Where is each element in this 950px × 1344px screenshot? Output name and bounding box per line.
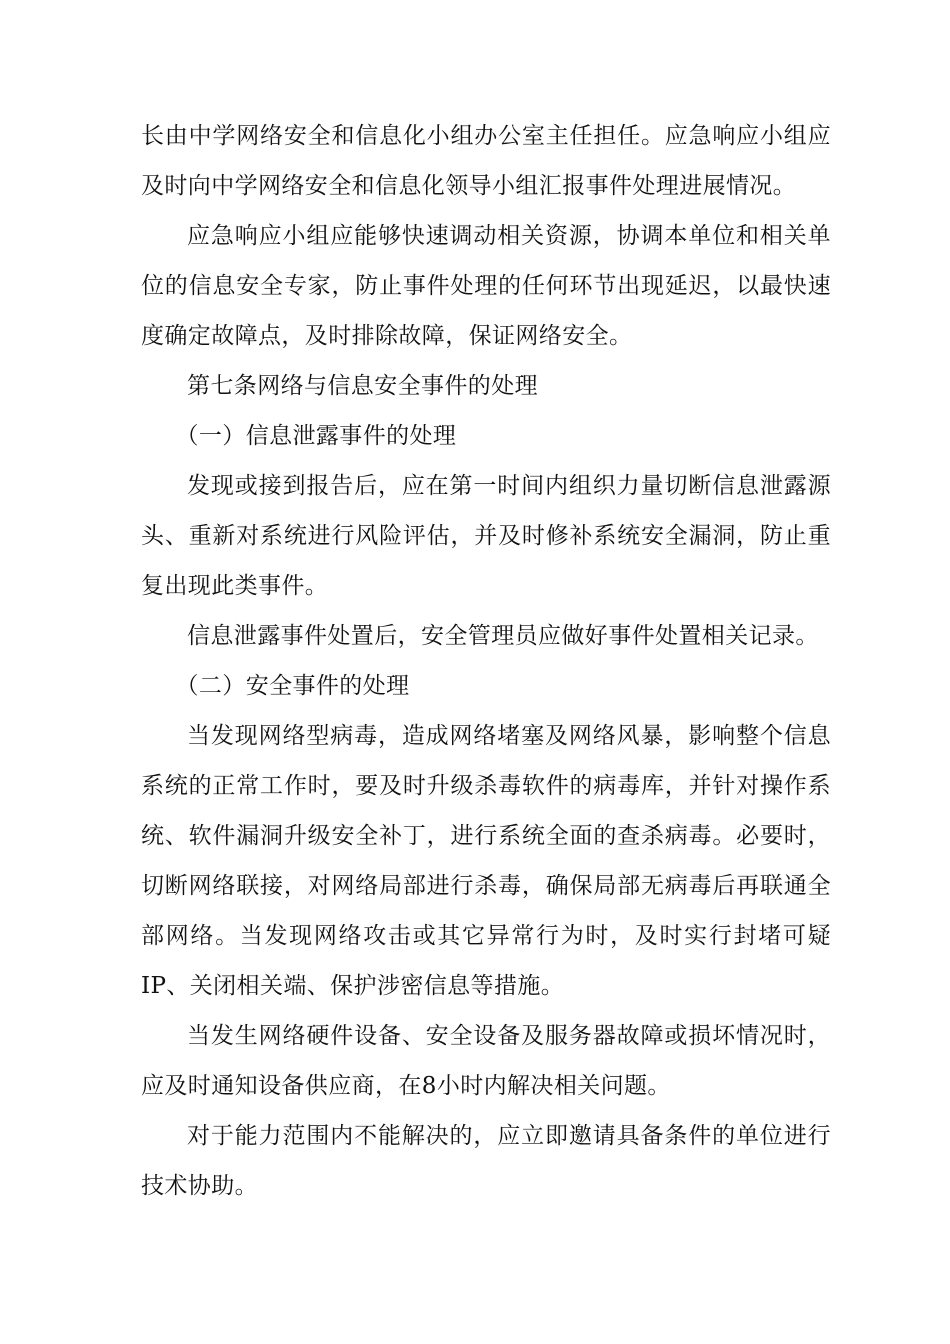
section-one-heading: （一）信息泄露事件的处理 <box>175 423 457 449</box>
paragraph-continuation: 长由中学网络安全和信息化小组办公室主任担任。应急响应小组应及时向中学网络安全和信息化领导小组汇报事件处理进展情况。 <box>141 123 831 199</box>
section-two-heading: （二）安全事件的处理 <box>175 673 410 699</box>
paragraph-emergency-resources: 应急响应小组应能够快速调动相关资源，协调本单位和相关单位的信息安全专家，防止事件处理的任何环节出现延迟，以最快速度确定故障点，及时排除故障，保证网络安全。 <box>141 223 831 349</box>
paragraph-leak-record: 信息泄露事件处置后，安全管理员应做好事件处置相关记录。 <box>187 623 819 649</box>
article-seven-heading: 第七条网络与信息安全事件的处理 <box>187 373 538 399</box>
paragraph-hardware-failure: 当发生网络硬件设备、安全设备及服务器故障或损坏情况时，应及时通知设备供应商，在8小时内解决相关问题。 <box>141 1023 831 1099</box>
paragraph-external-assistance: 对于能力范围内不能解决的，应立即邀请具备条件的单位进行技术协助。 <box>141 1123 831 1199</box>
paragraph-virus-response: 当发现网络型病毒，造成网络堵塞及网络风暴，影响整个信息系统的正常工作时，要及时升级杀毒软件的病毒库，并针对操作系统、软件漏洞升级安全补丁，进行系统全面的查杀病毒。必要时，切断网络联接，对网络局部进行杀毒，确保局部无病毒后再联通全部网络。当发现网络攻击或其它异常行为时，及时实行封堵可疑IP、关闭相关端、保护涉密信息等措施。 <box>141 723 831 999</box>
paragraph-leak-response: 发现或接到报告后，应在第一时间内组织力量切断信息泄露源头、重新对系统进行风险评估，并及时修补系统安全漏洞，防止重复出现此类事件。 <box>141 473 831 599</box>
document-body <box>141 111 831 1211</box>
